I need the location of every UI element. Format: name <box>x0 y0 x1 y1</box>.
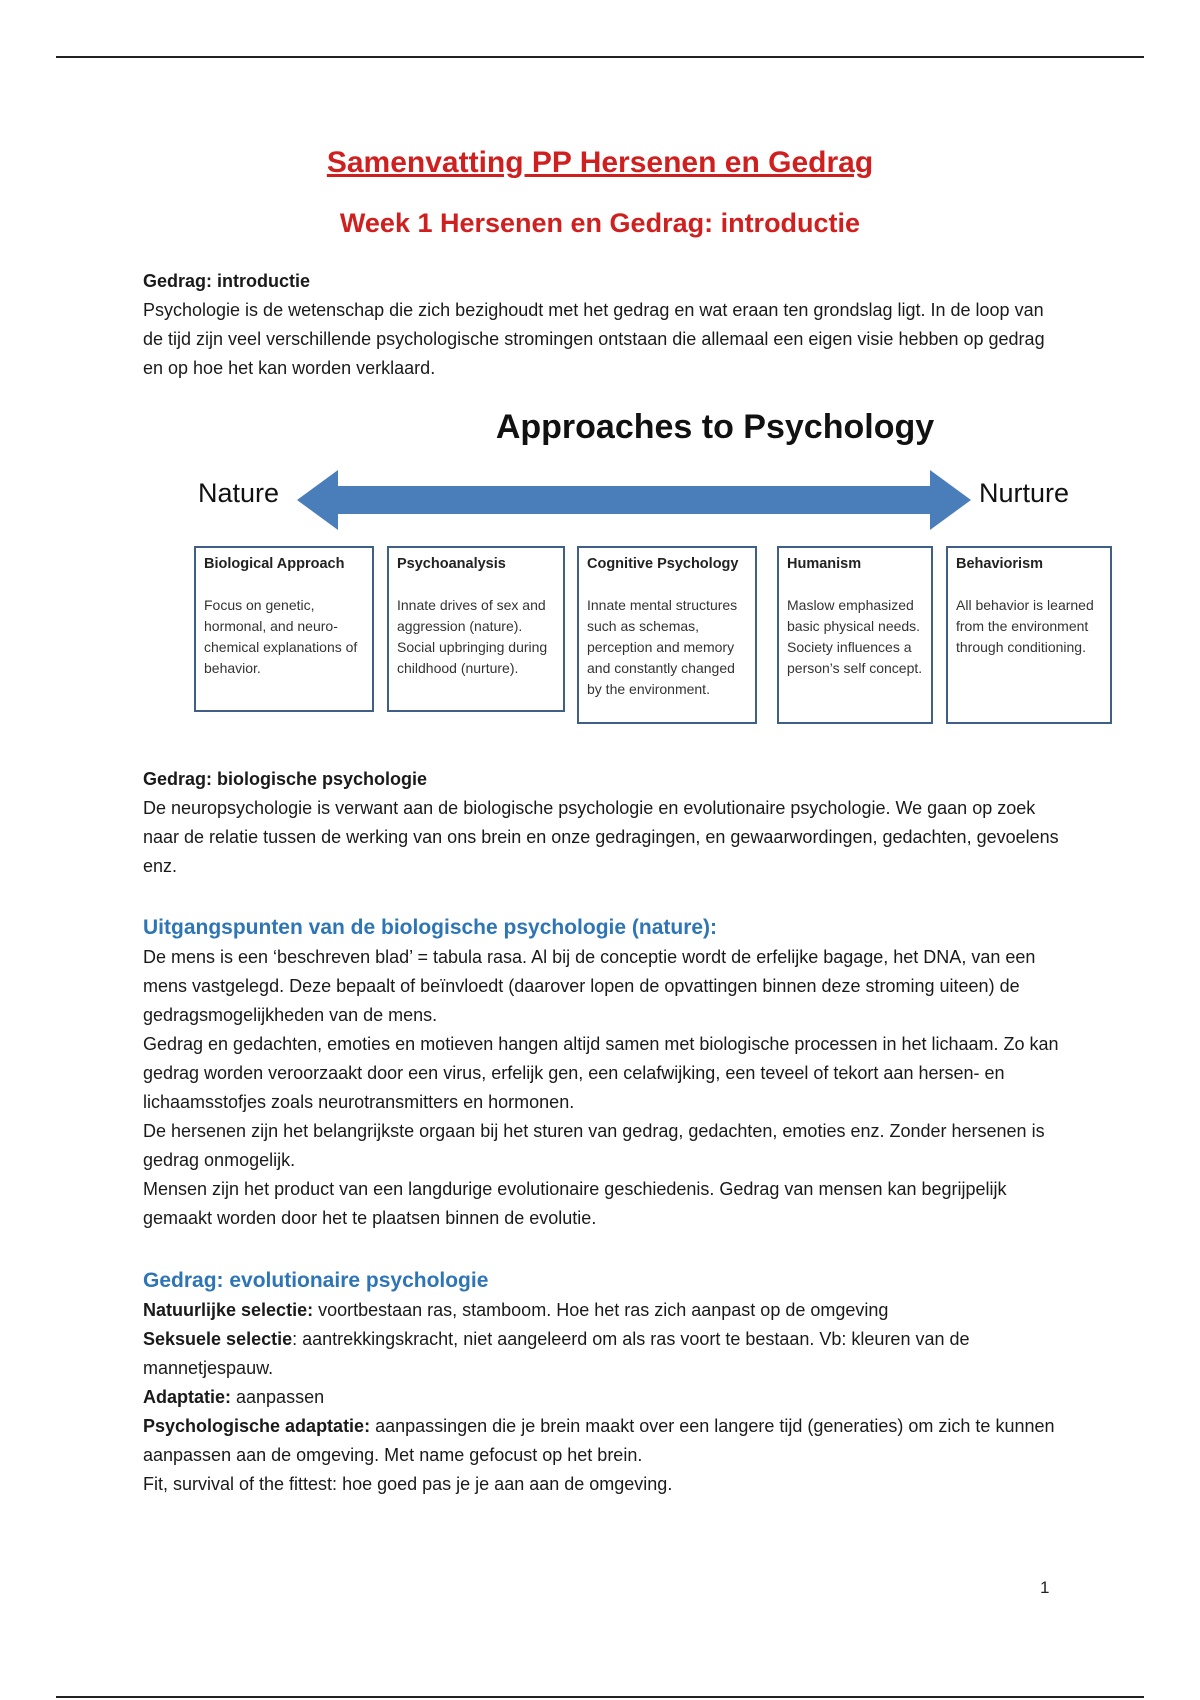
definition-item <box>143 1383 1063 1412</box>
approach-title: Biological Approach <box>204 556 345 572</box>
diagram-title: Approaches to Psychology <box>495 408 935 446</box>
paragraph: Gedrag en gedachten, emoties en motieven hangen altijd samen met biologische processen in het lichaam. Zo kan gedrag worden veroorzaakt door een virus, erfelijk gen, een celafwijking, een teveel of tekort aan hersen- en lichaamsstofjes zoals neurotransmitters en hormonen. <box>143 1034 1059 1112</box>
approach-text: All behavior is learned from the environment through conditioning. <box>956 597 1094 655</box>
approach-title: Cognitive Psychology <box>587 556 739 572</box>
approach-text: Innate drives of sex and aggression (nature). Social upbringing during childhood (nurture). <box>397 597 548 676</box>
nurture-label: Nurture <box>979 478 1070 508</box>
definition-term: Psychologische adaptatie: <box>143 1416 371 1436</box>
paragraph: De hersenen zijn het belangrijkste orgaan bij het sturen van gedrag, gedachten, emoties enz. Zonder hersenen is gedrag onmogelijk. <box>143 1121 1045 1170</box>
definition-text: voortbestaan ras, stamboom. Hoe het ras zich aanpast op de omgeving <box>313 1300 889 1320</box>
approach-box-behaviorism <box>946 546 1112 724</box>
paragraph: Mensen zijn het product van een langdurige evolutionaire geschiedenis. Gedrag van mensen kan begrijpelijk gemaakt worden door het te plaatsen binnen de evolutie. <box>143 1179 1007 1228</box>
nature-label: Nature <box>198 478 280 508</box>
approach-box-biological <box>194 546 374 712</box>
definition-item <box>143 1296 1063 1325</box>
approach-box-cognitive <box>577 546 757 724</box>
approach-text: Innate mental structures such as schemas, perception and memory and constantly changed by the environment. <box>587 597 738 697</box>
section-intro <box>143 267 1063 383</box>
approaches-diagram <box>180 408 1120 728</box>
approach-box-humanism <box>777 546 933 724</box>
approach-title: Behaviorism <box>956 556 1044 572</box>
approach-title: Psychoanalysis <box>397 556 506 572</box>
definition-term: Seksuele selectie <box>143 1329 293 1349</box>
approach-text: Maslow emphasized basic physical needs. Society influences a person’s self concept. <box>787 597 923 676</box>
section-heading: Uitgangspunten van de biologische psychologie (nature): <box>143 916 718 939</box>
approach-text: Focus on genetic, hormonal, and neuro-chemical explanations of behavior. <box>204 597 358 676</box>
paragraph: Psychologie is de wetenschap die zich bezighoudt met het gedrag en wat eraan ten grondslag ligt. In de loop van de tijd zijn veel verschillende psychologische stromingen ontstaan die allemaal een eigen visie hebben op gedrag en op hoe het kan worden verklaard. <box>143 300 1045 378</box>
section-evolutionaire-psychologie <box>143 1266 1063 1499</box>
definition-text: aanpassingen die je brein maakt over een langere tijd (generaties) om zich te kunnen aanpassen aan de omgeving. Met name gefocust op het brein. <box>143 1416 1055 1465</box>
section-heading: Gedrag: evolutionaire psychologie <box>143 1269 489 1292</box>
document-subtitle: Week 1 Hersenen en Gedrag: introductie <box>339 208 861 238</box>
approach-title: Humanism <box>787 556 862 572</box>
paragraph: De mens is een ‘beschreven blad’ = tabula rasa. Al bij de conceptie wordt de erfelijke bagage, het DNA, van een mens vastgelegd. Deze bepaalt of beïnvloedt (daarover lopen de opvattingen binnen deze stroming uiteen) de gedragsmogelijkheden van de mens. <box>143 947 1036 1025</box>
paragraph: De neuropsychologie is verwant aan de biologische psychologie en evolutionaire psychologie. We gaan op zoek naar de relatie tussen de werking van ons brein en onze gedragingen, en gewaarwordingen, gedachten, gevoelens enz. <box>143 798 1059 876</box>
paragraph: Fit, survival of the fittest: hoe goed pas je je aan aan de omgeving. <box>143 1474 673 1494</box>
definition-text: : aantrekkingskracht, niet aangeleerd om als ras voort te bestaan. Vb: kleuren van de mannetjespauw. <box>143 1329 970 1378</box>
section-heading: Gedrag: biologische psychologie <box>143 769 428 789</box>
definition-text: aanpassen <box>231 1387 325 1407</box>
section-biologische-psychologie <box>143 765 1063 881</box>
section-heading: Gedrag: introductie <box>143 271 311 291</box>
definition-term: Adaptatie: <box>143 1387 232 1407</box>
section-uitgangspunten <box>143 913 1063 1233</box>
page-number: 1 <box>1040 1578 1050 1597</box>
document-title: Samenvatting PP Hersenen en Gedrag <box>326 146 874 179</box>
bottom-rule <box>56 1696 1144 1698</box>
definition-term: Natuurlijke selectie: <box>143 1300 314 1320</box>
definition-item <box>143 1325 1063 1383</box>
approach-box-psychoanalysis <box>387 546 565 712</box>
definition-item <box>143 1412 1063 1470</box>
